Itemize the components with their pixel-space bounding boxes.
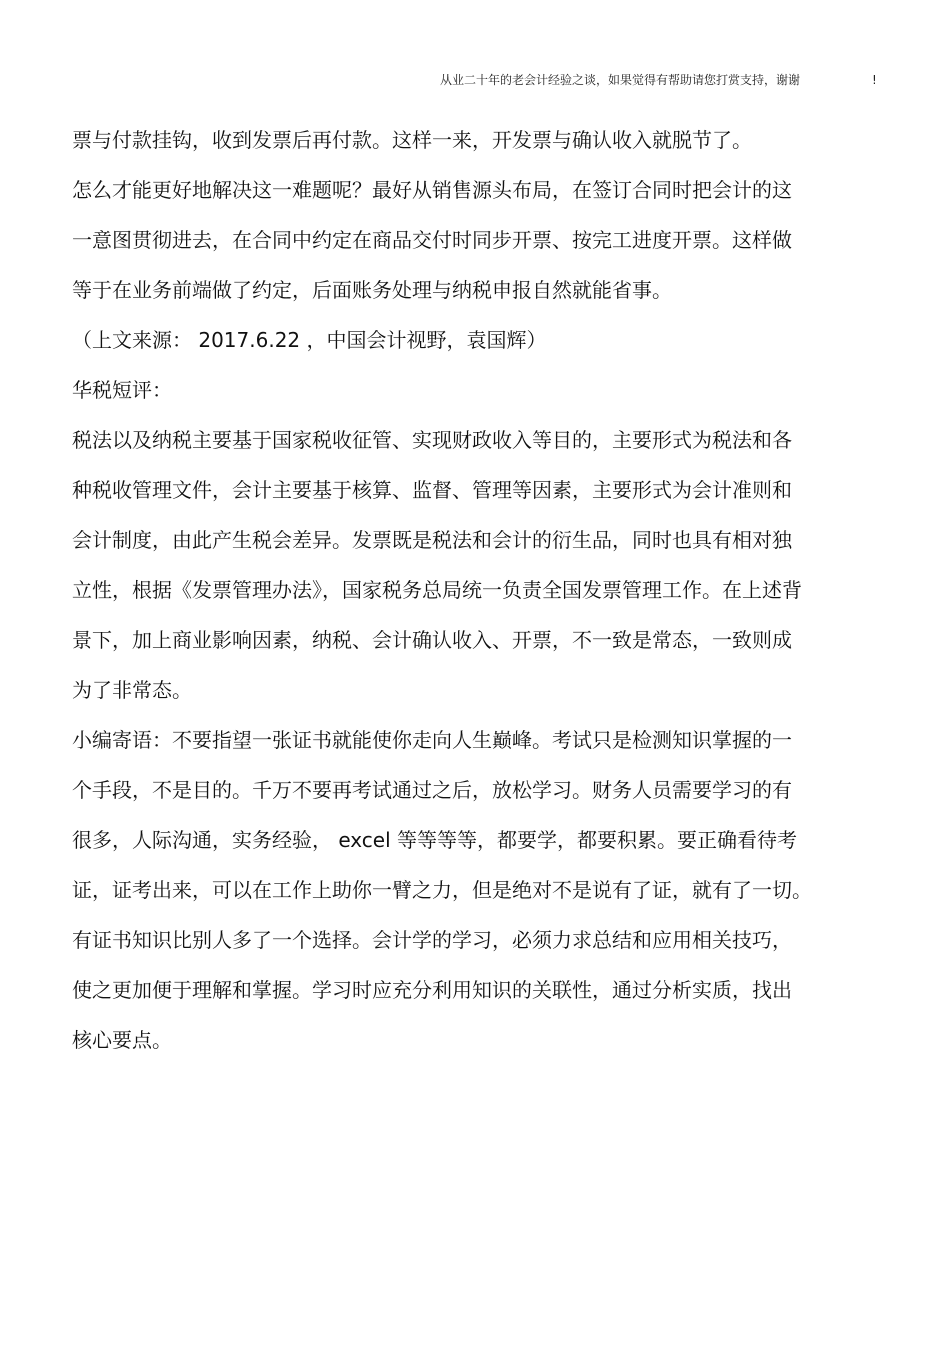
- source-citation: （上文来源： 2017.6.22 ，中国会计视野，袁国辉）: [72, 328, 547, 352]
- editor-note-line-5: 有证书知识比别人多了一个选择。会计学的学习，必须力求总结和应用相关技巧，: [72, 928, 792, 952]
- editor-note-line-6: 使之更加便于理解和掌握。学习时应充分利用知识的关联性，通过分析实质，找出: [72, 978, 792, 1002]
- body-line-3: 一意图贯彻进去，在合同中约定在商品交付时同步开票、按完工进度开票。这样做: [72, 228, 792, 252]
- header-exclamation: !: [872, 73, 877, 87]
- section-heading-commentary: 华税短评：: [72, 378, 172, 402]
- editor-note-line-2: 个手段，不是目的。千万不要再考试通过之后，放松学习。财务人员需要学习的有: [72, 778, 792, 802]
- body-line-1: 票与付款挂钩，收到发票后再付款。这样一来，开发票与确认收入就脱节了。: [72, 128, 752, 152]
- body-line-2: 怎么才能更好地解决这一难题呢？最好从销售源头布局，在签订合同时把会计的这: [72, 178, 792, 202]
- editor-note-line-7: 核心要点。: [72, 1028, 172, 1052]
- body-line-7: 税法以及纳税主要基于国家税收征管、实现财政收入等目的，主要形式为税法和各: [72, 428, 792, 452]
- body-line-12: 为了非常态。: [72, 678, 192, 702]
- body-line-8: 种税收管理文件，会计主要基于核算、监督、管理等因素，主要形式为会计准则和: [72, 478, 792, 502]
- body-line-10: 立性，根据《发票管理办法》，国家税务总局统一负责全国发票管理工作。在上述背: [72, 578, 802, 602]
- editor-note-line-3: 很多，人际沟通，实务经验， excel 等等等等，都要学，都要积累。要正确看待考: [72, 828, 798, 852]
- editor-note-line-1: 小编寄语：不要指望一张证书就能使你走向人生巅峰。考试只是检测知识掌握的一: [72, 728, 792, 752]
- body-line-4: 等于在业务前端做了约定，后面账务处理与纳税申报自然就能省事。: [72, 278, 672, 302]
- body-line-9: 会计制度，由此产生税会差异。发票既是税法和会计的衍生品，同时也具有相对独: [72, 528, 792, 552]
- header-text: 从业二十年的老会计经验之谈，如果觉得有帮助请您打赏支持，谢谢: [440, 73, 801, 87]
- document-body: [72, 120, 872, 1070]
- page-header: [440, 70, 890, 90]
- editor-note-line-4: 证，证考出来，可以在工作上助你一臂之力，但是绝对不是说有了证，就有了一切。: [72, 878, 812, 902]
- body-line-11: 景下，加上商业影响因素，纳税、会计确认收入、开票，不一致是常态，一致则成: [72, 628, 792, 652]
